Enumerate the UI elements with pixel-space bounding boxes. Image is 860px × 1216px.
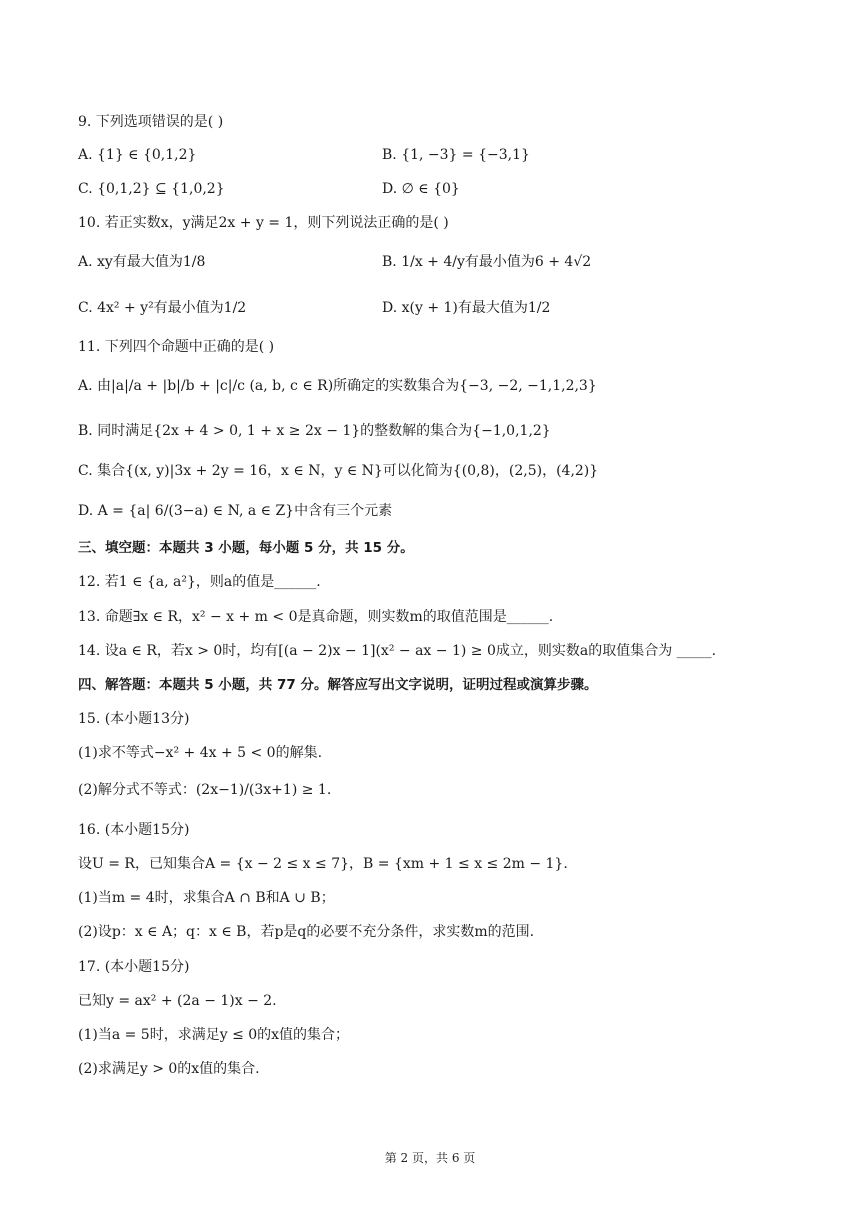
q17-intro: 已知y = ax² + (2a − 1)x − 2.	[78, 993, 277, 1009]
section3-heading: 三、填空题：本题共 3 小题，每小题 5 分，共 15 分。	[78, 540, 414, 556]
q17-part1: (1)当a = 5时，求满足y ≤ 0的x值的集合；	[78, 1027, 350, 1043]
q16-intro: 设U = R，已知集合A = {x − 2 ≤ x ≤ 7}，B = {xm + 1 ≤ x ≤ 2m − 1}.	[78, 856, 568, 872]
q9-stem: 9. 下列选项错误的是( )	[78, 114, 224, 130]
q10-option-d: D. x(y + 1)有最大值为1/2	[382, 300, 551, 316]
q17-title: 17. (本小题15分)	[78, 959, 190, 975]
q11-stem: 11. 下列四个命题中正确的是( )	[78, 339, 275, 355]
q10-option-a: A. xy有最大值为1/8	[78, 254, 206, 270]
q11-option-b: B. 同时满足{2x + 4 > 0, 1 + x ≥ 2x − 1}的整数解的集合为{−1,0,1,2}	[78, 423, 551, 439]
q12: 12. 若1 ∈ {a, a²}，则a的值是______.	[78, 574, 321, 590]
q16-title: 16. (本小题15分)	[78, 822, 190, 838]
q15-title: 15. (本小题13分)	[78, 711, 190, 727]
q9-option-a: A. {1} ∈ {0,1,2}	[78, 147, 197, 163]
q14: 14. 设a ∈ R，若x > 0时，均有[(a − 2)x − 1](x² − ax − 1) ≥ 0成立，则实数a的取值集合为 _____.	[78, 643, 717, 659]
section4-heading: 四、解答题：本题共 5 小题，共 77 分。解答应写出文字说明，证明过程或演算步骤。	[78, 677, 598, 693]
q9-option-d: D. ∅ ∈ {0}	[382, 181, 460, 197]
q10-option-b: B. 1/x + 4/y有最小值为6 + 4√2	[382, 254, 592, 270]
q9-option-b: B. {1, −3} = {−3,1}	[382, 147, 530, 163]
q16-part1: (1)当m = 4时，求集合A ∩ B和A ∪ B；	[78, 890, 335, 906]
q10-option-c: C. 4x² + y²有最小值为1/2	[78, 300, 247, 316]
q9-option-c: C. {0,1,2} ⊆ {1,0,2}	[78, 181, 225, 197]
q15-part1: (1)求不等式−x² + 4x + 5 < 0的解集.	[78, 745, 323, 761]
q16-part2: (2)设p：x ∈ A；q：x ∈ B，若p是q的必要不充分条件，求实数m的范围.	[78, 924, 535, 940]
q10-stem: 10. 若正实数x，y满足2x + y = 1，则下列说法正确的是( )	[78, 215, 449, 231]
q11-option-a: A. 由|a|/a + |b|/b + |c|/c (a, b, c ∈ R)所确定的实数集合为{−3, −2, −1,1,2,3}	[78, 378, 597, 394]
q17-part2: (2)求满足y > 0的x值的集合.	[78, 1061, 260, 1077]
q11-option-c: C. 集合{(x, y)|3x + 2y = 16，x ∈ N，y ∈ N}可以化简为{(0,8)，(2,5)，(4,2)}	[78, 463, 599, 479]
page-footer: 第 2 页，共 6 页	[384, 1151, 476, 1165]
q15-part2: (2)解分式不等式：(2x−1)/(3x+1) ≥ 1.	[78, 782, 332, 798]
q11-option-d: D. A = {a| 6/(3−a) ∈ N, a ∈ Z}中含有三个元素	[78, 503, 393, 519]
q13: 13. 命题∃x ∈ R，x² − x + m < 0是真命题，则实数m的取值范围是______.	[78, 609, 554, 625]
